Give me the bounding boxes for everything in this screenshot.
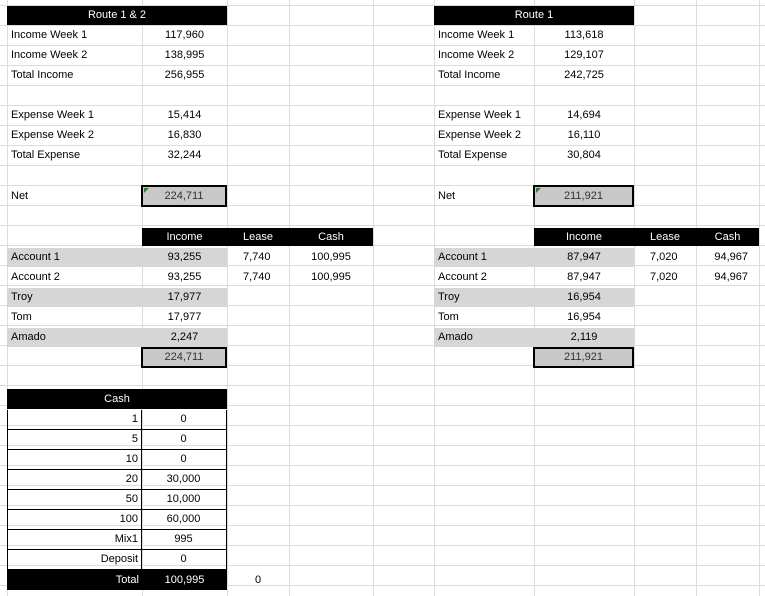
route12-amado-income[interactable]: 2,247: [170, 331, 199, 343]
gridline-vertical: [289, 0, 290, 596]
cash-denom-deposit[interactable]: Deposit: [7, 550, 142, 570]
gridline-vertical: [759, 0, 760, 596]
route12-total-income-value[interactable]: 256,955: [164, 69, 205, 81]
route1-income-week2-label[interactable]: Income Week 2: [438, 49, 515, 61]
route1-split-lease-header[interactable]: Lease: [634, 228, 696, 246]
cash-amount-mix1[interactable]: 995: [141, 530, 227, 550]
route1-expense-week1-value[interactable]: 14,694: [567, 109, 601, 121]
cash-denom-5[interactable]: 5: [7, 430, 142, 450]
gridline-horizontal: [0, 85, 765, 86]
gridline-vertical: [634, 0, 635, 596]
cash-denom-1[interactable]: 1: [7, 410, 142, 430]
cash-amount-50[interactable]: 10,000: [141, 490, 227, 510]
route1-account1-name[interactable]: Account 1: [438, 251, 487, 263]
route12-split-lease-header[interactable]: Lease: [227, 228, 289, 246]
gridline-vertical: [373, 0, 374, 596]
route1-total-income-label[interactable]: Total Income: [438, 69, 501, 81]
route12-amado-name[interactable]: Amado: [11, 331, 46, 343]
route1-total-expense-value[interactable]: 30,804: [567, 149, 601, 161]
route1-troy-income[interactable]: 16,954: [567, 291, 601, 303]
route12-account2-lease[interactable]: 7,740: [243, 271, 271, 283]
cash-denom-mix1[interactable]: Mix1: [7, 530, 142, 550]
cash-amount-100[interactable]: 60,000: [141, 510, 227, 530]
gridline-vertical: [696, 0, 697, 596]
cash-amount-5[interactable]: 0: [141, 430, 227, 450]
route1-expense-week1-label[interactable]: Expense Week 1: [438, 109, 521, 121]
route1-account1-cash[interactable]: 94,967: [714, 251, 748, 263]
route1-account2-name[interactable]: Account 2: [438, 271, 487, 283]
gridline-horizontal: [0, 165, 765, 166]
route1-total-income-value[interactable]: 242,725: [564, 69, 604, 81]
cash-denom-10[interactable]: 10: [7, 450, 142, 470]
cash-table-title[interactable]: Cash: [7, 389, 227, 409]
route12-account2-cash[interactable]: 100,995: [311, 271, 351, 283]
gridline-vertical: [227, 0, 228, 596]
cash-amount-10[interactable]: 0: [141, 450, 227, 470]
route1-tom-name[interactable]: Tom: [438, 311, 459, 323]
gridline-horizontal: [0, 385, 765, 386]
route12-expense-week2-label[interactable]: Expense Week 2: [11, 129, 94, 141]
route1-amado-income[interactable]: 2,119: [570, 331, 598, 343]
route1-title[interactable]: Route 1: [434, 6, 634, 25]
route12-split-total[interactable]: 224,711: [141, 347, 227, 368]
route12-account2-name[interactable]: Account 2: [11, 271, 60, 283]
route1-income-week2-value[interactable]: 129,107: [564, 49, 604, 61]
route12-account1-lease[interactable]: 7,740: [243, 251, 271, 263]
route1-income-week1-label[interactable]: Income Week 1: [438, 29, 515, 41]
route1-net-value[interactable]: 211,921: [533, 185, 634, 207]
route12-total-expense-label[interactable]: Total Expense: [11, 149, 81, 161]
cash-denom-100[interactable]: 100: [7, 510, 142, 530]
route12-net-label[interactable]: Net: [11, 189, 29, 202]
cash-amount-20[interactable]: 30,000: [141, 470, 227, 490]
route12-total-income-label[interactable]: Total Income: [11, 69, 74, 81]
route1-tom-income[interactable]: 16,954: [567, 311, 601, 323]
route1-income-week1-value[interactable]: 113,618: [564, 29, 604, 41]
cash-amount-1[interactable]: 0: [141, 410, 227, 430]
route1-total-expense-label[interactable]: Total Expense: [438, 149, 508, 161]
route12-expense-week1-label[interactable]: Expense Week 1: [11, 109, 94, 121]
route12-income-week2-label[interactable]: Income Week 2: [11, 49, 88, 61]
cash-denom-50[interactable]: 50: [7, 490, 142, 510]
route12-expense-week1-value[interactable]: 15,414: [167, 109, 202, 121]
route12-net-value[interactable]: 224,711: [141, 185, 227, 207]
route12-troy-income[interactable]: 17,977: [167, 291, 202, 303]
cash-difference-value[interactable]: 0: [254, 573, 262, 586]
route1-account1-lease[interactable]: 7,020: [650, 251, 678, 263]
route12-income-week1-label[interactable]: Income Week 1: [11, 29, 88, 41]
gridline-horizontal: [0, 365, 765, 366]
route1-split-income-header[interactable]: Income: [534, 228, 634, 246]
cash-amount-deposit[interactable]: 0: [141, 550, 227, 570]
route1-troy-name[interactable]: Troy: [438, 291, 460, 303]
route1-account2-cash[interactable]: 94,967: [714, 271, 748, 283]
route12-total-expense-value[interactable]: 32,244: [167, 149, 202, 161]
cash-denom-20[interactable]: 20: [7, 470, 142, 490]
route1-amado-name[interactable]: Amado: [438, 331, 473, 343]
route1-account2-lease[interactable]: 7,020: [650, 271, 678, 283]
route12-income-week2-value[interactable]: 138,995: [164, 49, 205, 61]
route1-account2-income[interactable]: 87,947: [567, 271, 601, 283]
route12-tom-income[interactable]: 17,977: [167, 311, 202, 323]
route12-account1-cash[interactable]: 100,995: [311, 251, 351, 263]
route1-account1-income[interactable]: 87,947: [567, 251, 601, 263]
route1-expense-week2-value[interactable]: 16,110: [567, 129, 601, 141]
route1-net-label[interactable]: Net: [438, 189, 456, 202]
route12-account2-income[interactable]: 93,255: [167, 271, 202, 283]
route12-troy-name[interactable]: Troy: [11, 291, 33, 303]
route12-split-income-header[interactable]: Income: [142, 228, 227, 246]
cash-total-value[interactable]: 100,995: [142, 570, 227, 590]
route12-split-cash-header[interactable]: Cash: [289, 228, 373, 246]
route12-account1-income[interactable]: 93,255: [167, 251, 202, 263]
route1-expense-week2-label[interactable]: Expense Week 2: [438, 129, 521, 141]
cash-total-label[interactable]: Total: [7, 570, 142, 590]
route12-expense-week2-value[interactable]: 16,830: [167, 129, 202, 141]
route1-split-total[interactable]: 211,921: [533, 347, 634, 368]
route12-title[interactable]: Route 1 & 2: [7, 6, 227, 25]
route12-account1-name[interactable]: Account 1: [11, 251, 60, 263]
gridline-horizontal: [0, 225, 765, 226]
route12-income-week1-value[interactable]: 117,960: [165, 29, 204, 41]
route12-tom-name[interactable]: Tom: [11, 311, 32, 323]
route1-split-cash-header[interactable]: Cash: [696, 228, 759, 246]
